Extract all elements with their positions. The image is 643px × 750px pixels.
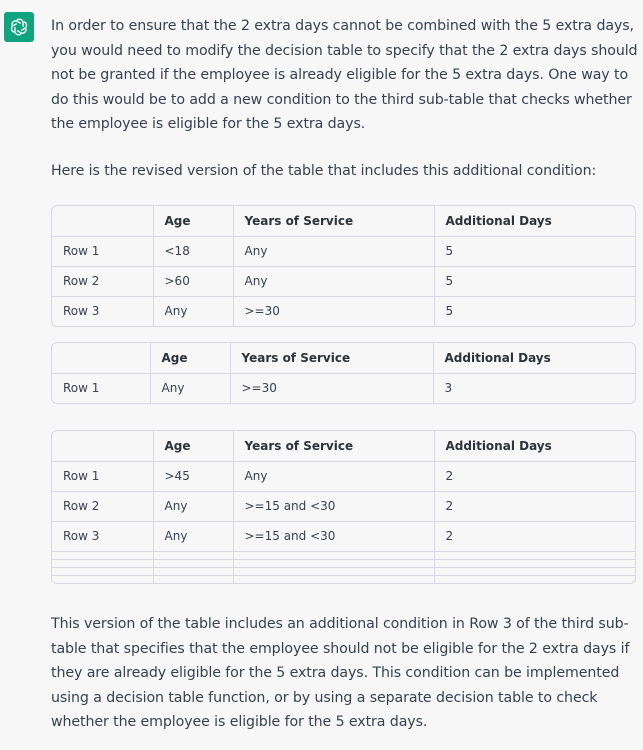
table-cell: 3 — [444, 381, 453, 396]
table-cell: Any — [153, 491, 233, 521]
table-row — [52, 461, 635, 491]
column-header-years-of-service: Years of Service — [233, 431, 434, 461]
column-header-years-of-service: Years of Service — [233, 206, 434, 236]
table-row — [52, 521, 635, 551]
table-cell: 2 — [434, 521, 635, 551]
column-header — [52, 431, 153, 461]
table-row — [52, 236, 635, 266]
assistant-avatar — [4, 12, 34, 42]
column-header-age: Age — [153, 431, 233, 461]
column-header-age: Age — [150, 343, 230, 373]
table-header-row — [52, 431, 635, 461]
empty-cell — [153, 551, 233, 559]
table-cell: >=30 — [233, 296, 434, 326]
empty-cell — [52, 559, 153, 567]
table-cell: >=30 — [230, 373, 433, 403]
table-cell: Row 2 — [52, 491, 153, 521]
column-header-years-of-service: Years of Service — [230, 343, 433, 373]
table-cell: Row 1 — [52, 236, 153, 266]
column-header-additional-days: Additional Days — [433, 343, 635, 373]
table-cell: 5 — [434, 266, 635, 296]
table-cell: 5 — [434, 236, 635, 266]
table-cell: 2 — [434, 491, 635, 521]
table-cell: Any — [233, 236, 434, 266]
table-row — [52, 373, 635, 403]
assistant-message — [51, 14, 639, 735]
table-cell: Row 2 — [52, 266, 153, 296]
empty-table-row — [52, 559, 635, 567]
empty-cell — [52, 575, 153, 583]
table-cell: Any — [233, 461, 434, 491]
empty-cell — [233, 551, 434, 559]
column-header-additional-days: Additional Days — [434, 431, 635, 461]
table-cell: >45 — [153, 461, 233, 491]
table-cell: Row 1 — [52, 461, 153, 491]
decision-table-3 — [51, 430, 636, 584]
table-row — [52, 296, 635, 326]
table-cell: <18 — [153, 236, 233, 266]
empty-cell — [153, 559, 233, 567]
table-cell: Row 3 — [52, 521, 153, 551]
column-header-age: Age — [153, 206, 233, 236]
decision-table-1 — [51, 205, 636, 327]
empty-cell — [434, 575, 635, 583]
empty-cell — [233, 559, 434, 567]
table-cell: 5 — [445, 304, 454, 319]
table-cell: Any — [233, 266, 434, 296]
empty-table-row — [52, 575, 635, 583]
table-header-row — [52, 343, 635, 373]
table-cell: Row 3 — [52, 296, 153, 326]
empty-table-row — [52, 567, 635, 575]
empty-cell — [52, 567, 153, 575]
column-header — [52, 206, 153, 236]
column-header-additional-days: Additional Days — [434, 206, 635, 236]
empty-cell — [153, 567, 233, 575]
empty-table-row — [52, 551, 635, 559]
table-row — [52, 491, 635, 521]
empty-cell — [233, 567, 434, 575]
table-cell: Any — [150, 373, 230, 403]
table-cell: Any — [153, 521, 233, 551]
table-cell: >=15 and <30 — [233, 521, 434, 551]
table-cell: 2 — [434, 461, 635, 491]
message-intro-2: Here is the revised version of the table that includes this additional condition: — [51, 162, 597, 179]
table-cell: >60 — [153, 266, 233, 296]
empty-cell — [434, 559, 635, 567]
message-intro: In order to ensure that the 2 extra days cannot be combined with the 5 extra days, you would need to modify the decision table to specify that the 2 extra days should not be granted if the employee is already eligible for the 5 extra days. One way to do this would be to add a new condition to the third sub-table that checks whether the employee is eligible for the 5 extra days. — [51, 18, 638, 132]
empty-cell — [153, 575, 233, 583]
table-row — [52, 266, 635, 296]
table-cell: >=15 and <30 — [233, 491, 434, 521]
table-cell: Row 1 — [52, 373, 150, 403]
message-outro: This version of the table includes an additional condition in Row 3 of the third sub-table that specifies that the employee should not be eligible for the 2 extra days if they are already eligible for the 5 extra days. This condition can be implemented using a decision table function, or by using a separate decision table to check whether the employee is eligible for the 5 extra days. — [51, 616, 630, 730]
empty-cell — [52, 551, 153, 559]
empty-cell — [434, 551, 635, 559]
decision-table-2 — [51, 342, 636, 404]
table-cell: Any — [153, 296, 233, 326]
empty-cell — [434, 567, 635, 575]
empty-cell — [233, 575, 434, 583]
table-header-row — [52, 206, 635, 236]
column-header — [52, 343, 150, 373]
openai-logo-icon — [8, 16, 30, 38]
